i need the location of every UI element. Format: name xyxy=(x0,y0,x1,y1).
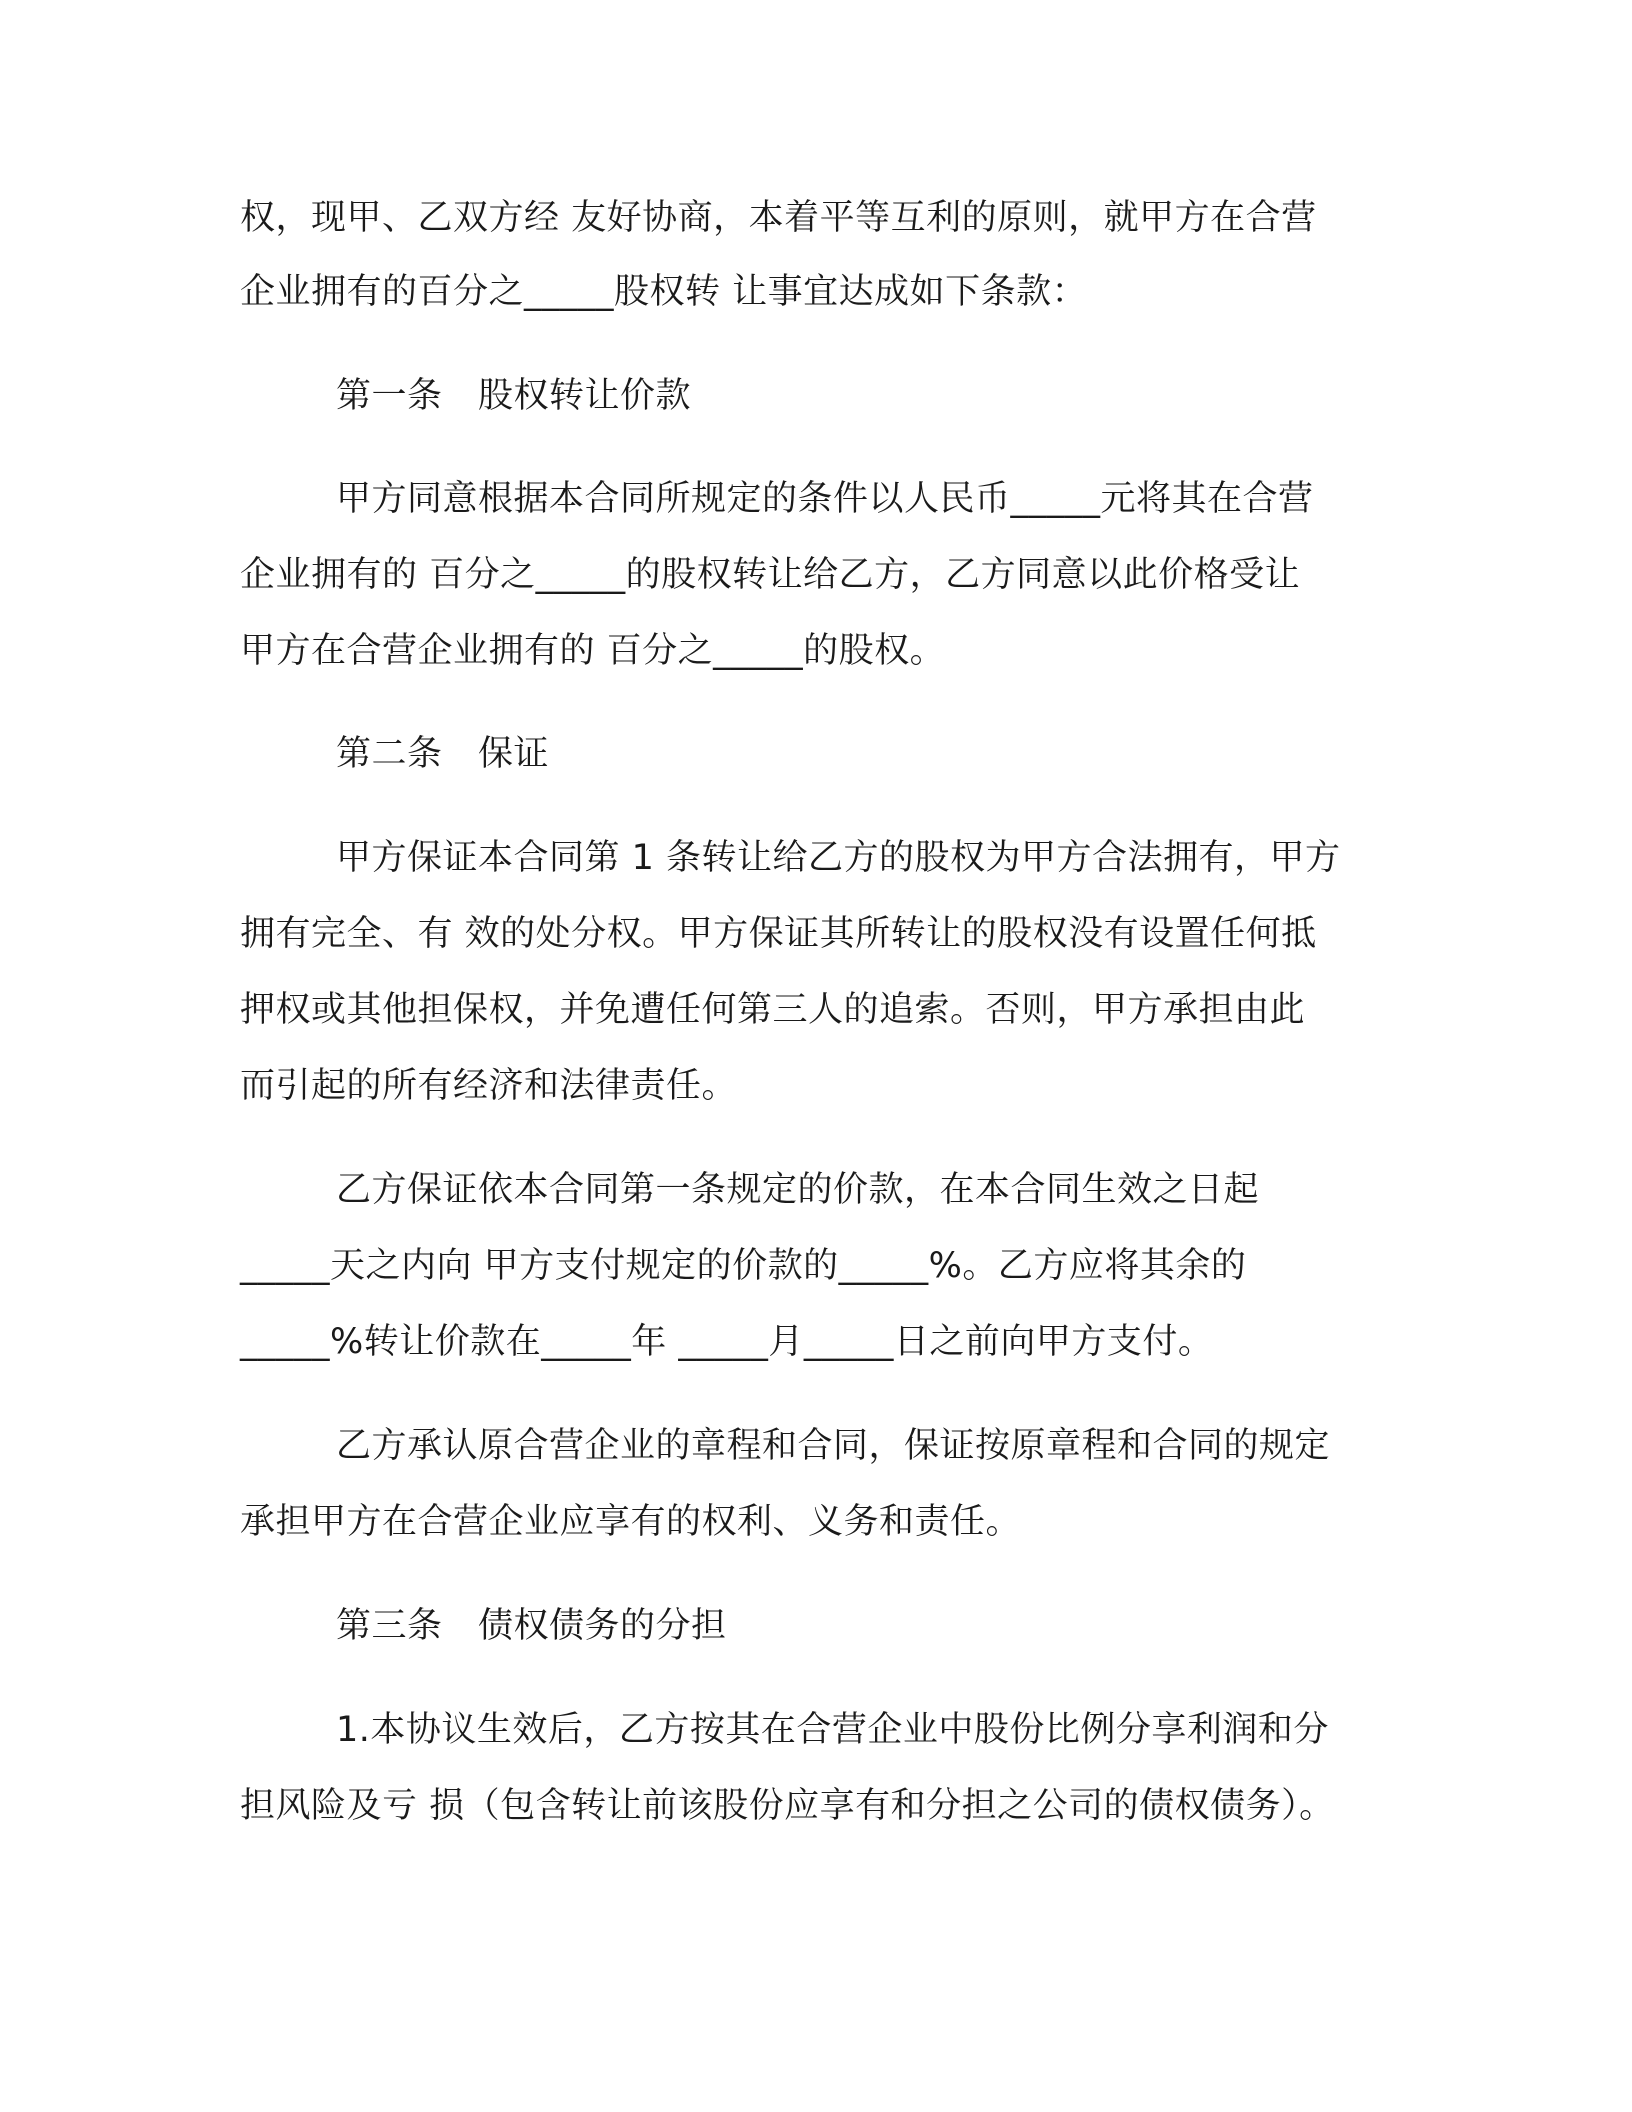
article-heading: 第三条 债权债务的分担 xyxy=(336,1606,727,1646)
text-line: 企业拥有的百分之_____股权转 让事宜达成如下条款： xyxy=(240,272,1088,312)
text-line: 承担甲方在合营企业应享有的权利、义务和责任。 xyxy=(240,1502,1022,1542)
text-line: 担风险及亏 损（包含转让前该股份应享有和分担之公司的债权债务）。 xyxy=(240,1786,1335,1826)
article-heading: 第一条 股权转让价款 xyxy=(336,376,692,416)
article-heading: 第二条 保证 xyxy=(336,734,550,774)
text-line: _____%转让价款在_____年 _____月_____日之前向甲方支付。 xyxy=(240,1322,1214,1362)
text-line: 甲方保证本合同第 1 条转让给乙方的股权为甲方合法拥有，甲方 xyxy=(336,838,1341,878)
text-line: 乙方保证依本合同第一条规定的价款，在本合同生效之日起 xyxy=(336,1170,1260,1210)
text-line: _____天之内向 甲方支付规定的价款的_____%。乙方应将其余的 xyxy=(240,1246,1247,1286)
text-line: 乙方承认原合营企业的章程和合同，保证按原章程和合同的规定 xyxy=(336,1426,1331,1466)
text-line: 拥有完全、有 效的处分权。甲方保证其所转让的股权没有设置任何抵 xyxy=(240,914,1317,954)
text-line: 甲方在合营企业拥有的 百分之_____的股权。 xyxy=(240,631,946,671)
text-line: 权，现甲、乙双方经 友好协商，本着平等互利的原则，就甲方在合营 xyxy=(240,198,1317,238)
text-line: 押权或其他担保权，并免遭任何第三人的追索。否则，甲方承担由此 xyxy=(240,990,1306,1030)
text-line: 甲方同意根据本合同所规定的条件以人民币_____元将其在合营 xyxy=(336,479,1314,519)
text-line: 企业拥有的 百分之_____的股权转让给乙方，乙方同意以此价格受让 xyxy=(240,555,1301,595)
text-line: 1.本协议生效后，乙方按其在合营企业中股份比例分享利润和分 xyxy=(336,1710,1329,1750)
text-line: 而引起的所有经济和法律责任。 xyxy=(240,1066,738,1106)
